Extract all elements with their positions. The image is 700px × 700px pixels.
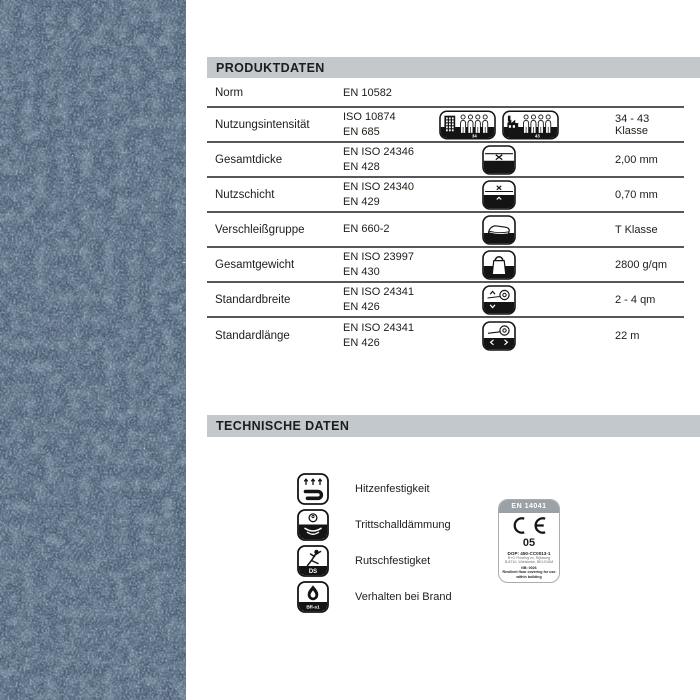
table-row	[207, 213, 684, 248]
table-row	[207, 248, 684, 283]
spec-value: T Klasse	[615, 223, 658, 236]
spec-value: 0,70 mm	[615, 188, 658, 201]
ce-year: 05	[522, 537, 536, 549]
tech-item	[297, 545, 452, 577]
spec-label: Gesamtdicke	[215, 153, 283, 166]
spec-norms: EN ISO 24341 EN 426	[343, 286, 414, 313]
spec-norms: EN ISO 24346 EN 428	[343, 146, 414, 173]
ce-address-line: B-8710, Wielsbeke, BELGIUM	[504, 560, 554, 565]
tech-item-label: Rutschfestigket	[355, 555, 431, 567]
ce-dop-number: DOP: 450-CC0013-1	[507, 550, 551, 556]
roll-width-icon	[482, 285, 516, 315]
produktdaten-section-header	[207, 57, 700, 78]
spec-label: Verschleißgruppe	[215, 223, 305, 236]
ce-standard-label: EN 14041	[499, 500, 559, 513]
table-row	[207, 108, 684, 143]
spec-norms: EN ISO 24340 EN 429	[343, 181, 414, 208]
heat-resistance-icon	[297, 473, 329, 505]
technische-daten-list	[297, 473, 452, 617]
spec-label: Norm	[215, 87, 244, 99]
use-class-43-icon	[502, 110, 559, 140]
ce-use-statement: within building	[516, 574, 542, 579]
ce-address-line: B+O Flooring nv, Rijksweg	[507, 555, 551, 560]
produktdaten-title: PRODUKTDATEN	[216, 60, 325, 75]
tech-item-label: Trittschalldämmung	[355, 519, 451, 531]
wear-group-shoe-icon	[482, 215, 516, 245]
table-row	[207, 143, 684, 178]
produktdaten-table	[207, 80, 684, 353]
table-row	[207, 318, 684, 353]
spec-label: Gesamtgewicht	[215, 258, 295, 271]
wear-layer-icon	[482, 180, 516, 210]
table-row	[207, 178, 684, 213]
table-row	[207, 283, 684, 318]
spec-label: Nutzschicht	[215, 188, 275, 201]
tech-item	[297, 509, 452, 541]
product-texture-image	[0, 0, 186, 700]
spec-value: 22 m	[615, 329, 640, 342]
impact-sound-icon	[297, 509, 329, 541]
ce-certificate-badge	[498, 499, 560, 583]
spec-norms: EN 10582	[343, 86, 392, 99]
spec-norms: EN ISO 23997 EN 430	[343, 251, 414, 278]
slip-class-badge: DS	[308, 569, 318, 575]
spec-value: 34 - 43 Klasse	[615, 112, 650, 137]
tech-item-label: Verhalten bei Brand	[355, 591, 452, 603]
roll-length-icon	[482, 321, 516, 351]
spec-norms: EN 660-2	[343, 223, 390, 236]
total-thickness-icon	[482, 145, 516, 175]
spec-label: Nutzungsintensität	[215, 118, 310, 131]
table-row	[207, 80, 684, 108]
ce-use-statement: Resilient floor covering for use	[502, 569, 556, 574]
use-class-34-icon	[439, 110, 496, 140]
spec-value: 2 - 4 qm	[615, 293, 656, 306]
fire-class-badge: Bfl-s1	[306, 605, 320, 611]
slip-resistance-icon	[297, 545, 329, 577]
spec-label: Standardbreite	[215, 293, 291, 306]
fire-behavior-icon	[297, 581, 329, 613]
use-class-number: 34	[471, 132, 477, 138]
spec-norms: EN ISO 24341 EN 426	[343, 322, 414, 349]
use-class-number: 43	[534, 132, 540, 138]
ce-mark-icon	[510, 516, 548, 535]
spec-norms: ISO 10874 EN 685	[343, 111, 396, 138]
tech-item	[297, 473, 452, 505]
total-weight-icon	[482, 250, 516, 280]
ce-nb-number: NB: 0026	[521, 565, 537, 570]
technische-daten-title: TECHNISCHE DATEN	[216, 419, 350, 433]
spec-value: 2800 g/qm	[615, 258, 667, 271]
spec-label: Standardlänge	[215, 329, 290, 342]
spec-value: 2,00 mm	[615, 153, 658, 166]
tech-item	[297, 581, 452, 613]
technische-daten-section-header	[207, 415, 700, 437]
tech-item-label: Hitzenfestigkeit	[355, 483, 430, 495]
